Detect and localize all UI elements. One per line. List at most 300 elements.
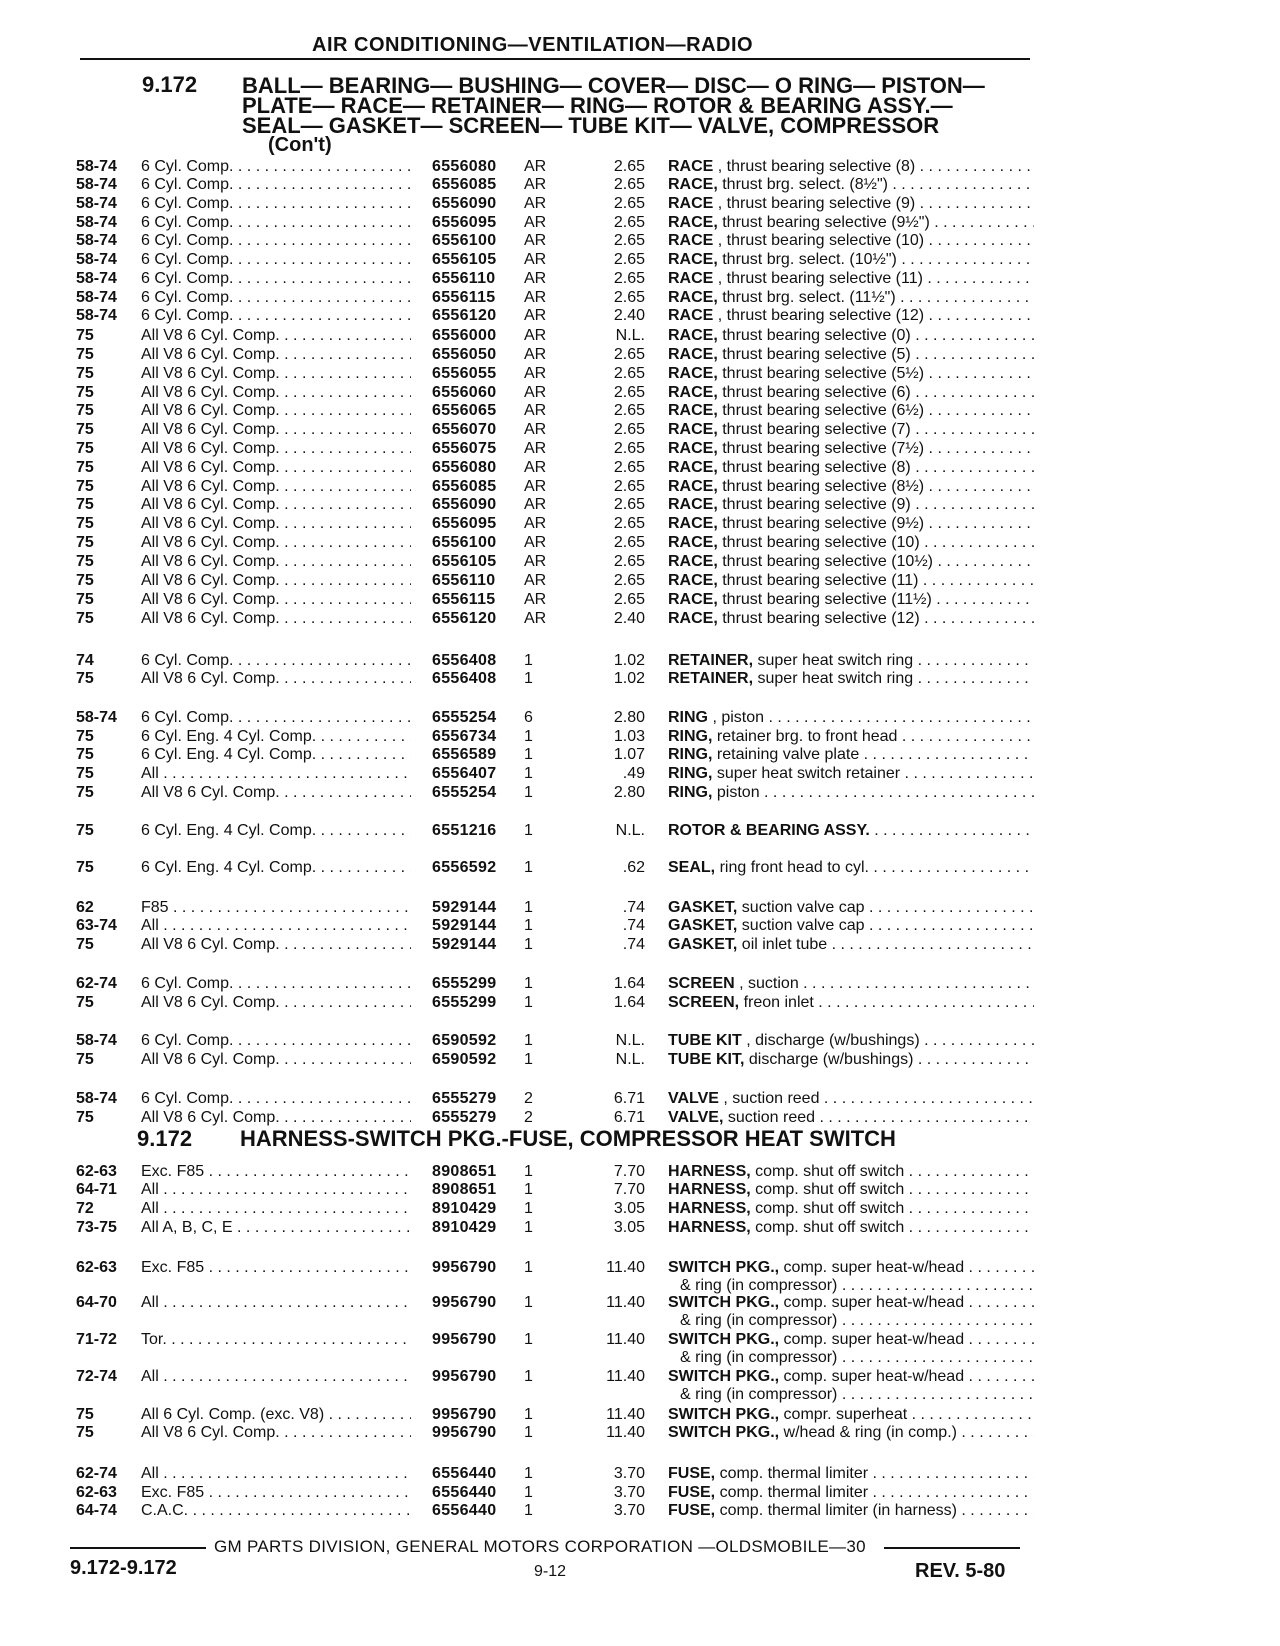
part-row — [0, 214, 1280, 232]
part-row — [0, 402, 1280, 420]
part-number-cell: 6556734 — [432, 728, 497, 745]
part-row — [0, 1032, 1280, 1050]
part-description: thrust bearing selective (7½) — [717, 440, 925, 457]
year-cell: 72 — [76, 1200, 94, 1217]
description-cell — [668, 1259, 1034, 1277]
part-row — [0, 176, 1280, 194]
part-number-cell: 6556408 — [432, 670, 497, 687]
application-cell: 6 Cyl. Eng. 4 Cyl. Comp. . . . — [141, 822, 411, 840]
part-name: SEAL, — [668, 859, 716, 876]
price-cell: 1.64 — [613, 975, 645, 992]
application-cell: All V8 6 Cyl. Comp. . . . — [141, 515, 411, 533]
quantity-cell: 1 — [524, 1465, 533, 1482]
application-cell: 6 Cyl. Eng. 4 Cyl. Comp. . . . — [141, 859, 411, 877]
part-number-cell: 9956790 — [432, 1368, 497, 1385]
description-cell — [668, 784, 1034, 802]
application-cell: All . . . — [141, 765, 411, 783]
footer-rule-left — [70, 1547, 206, 1549]
part-row — [0, 346, 1280, 364]
description-cell — [668, 975, 1034, 993]
price-cell: 11.40 — [606, 1368, 645, 1385]
quantity-cell: 1 — [524, 1502, 533, 1519]
quantity-cell: 1 — [524, 917, 533, 934]
quantity-cell: AR — [524, 195, 547, 212]
year-cell: 58-74 — [76, 270, 117, 287]
price-cell: 2.65 — [613, 496, 645, 513]
part-number-cell: 6556065 — [432, 402, 497, 419]
quantity-cell: AR — [524, 572, 547, 589]
quantity-cell: AR — [524, 365, 547, 382]
application-cell: All V8 6 Cyl. Comp. . . . — [141, 440, 411, 458]
quantity-cell: 1 — [524, 1200, 533, 1217]
part-row-continuation — [0, 1386, 1280, 1404]
part-name: RACE, — [668, 251, 718, 268]
part-number-cell: 6556408 — [432, 652, 497, 669]
application-cell: 6 Cyl. Comp. . . . — [141, 975, 411, 993]
part-name: SWITCH PKG., — [668, 1368, 780, 1385]
application-cell: All V8 6 Cyl. Comp. . . . — [141, 1051, 411, 1069]
year-cell: 75 — [76, 515, 94, 532]
quantity-cell: 1 — [524, 1368, 533, 1385]
part-number-cell: 9956790 — [432, 1406, 497, 1423]
application-cell: Exc. F85 . . . — [141, 1259, 411, 1277]
year-cell: 75 — [76, 553, 94, 570]
quantity-cell: 1 — [524, 1424, 533, 1441]
price-cell: 2.80 — [613, 784, 645, 801]
description-cell — [668, 365, 1034, 383]
price-cell: 2.65 — [613, 346, 645, 363]
price-cell: 1.07 — [613, 746, 645, 763]
price-cell: 2.65 — [613, 553, 645, 570]
quantity-cell: AR — [524, 384, 547, 401]
part-description: retaining valve plate — [712, 746, 860, 763]
part-description: comp. thermal limiter (in harness) — [715, 1502, 957, 1519]
year-cell: 58-74 — [76, 232, 117, 249]
part-number-cell: 6556060 — [432, 384, 497, 401]
part-name: GASKET, — [668, 936, 738, 953]
title-rule — [80, 58, 1030, 60]
application-cell: All V8 6 Cyl. Comp. . . . — [141, 402, 411, 420]
part-row — [0, 534, 1280, 552]
application-cell: All . . . — [141, 1181, 411, 1199]
application-cell: All V8 6 Cyl. Comp. . . . — [141, 459, 411, 477]
quantity-cell: 1 — [524, 1406, 533, 1423]
part-number-cell: 6590592 — [432, 1032, 497, 1049]
part-row — [0, 975, 1280, 993]
price-cell: 11.40 — [606, 1406, 645, 1423]
quantity-cell: 1 — [524, 899, 533, 916]
year-cell: 64-70 — [76, 1294, 117, 1311]
description-cell — [668, 936, 1034, 954]
part-number-cell: 6556085 — [432, 176, 497, 193]
part-description: thrust bearing selective (9½") — [717, 214, 930, 231]
price-cell: 3.05 — [613, 1219, 645, 1236]
part-row — [0, 765, 1280, 783]
quantity-cell: 1 — [524, 1259, 533, 1276]
quantity-cell: AR — [524, 515, 547, 532]
part-number-cell: 6556105 — [432, 251, 497, 268]
quantity-cell: AR — [524, 496, 547, 513]
price-cell: .74 — [622, 917, 645, 934]
part-name: RACE, — [668, 572, 718, 589]
year-cell: 62 — [76, 899, 94, 916]
year-cell: 75 — [76, 459, 94, 476]
part-description: super heat switch retainer — [712, 765, 901, 782]
part-row — [0, 384, 1280, 402]
part-number-cell: 6556100 — [432, 534, 497, 551]
description-cell — [668, 610, 1034, 628]
quantity-cell: 1 — [524, 728, 533, 745]
section-number-2: 9.172 — [137, 1126, 193, 1151]
year-cell: 75 — [76, 1406, 94, 1423]
price-cell: .49 — [622, 765, 645, 782]
application-cell: 6 Cyl. Comp. . . . — [141, 652, 411, 670]
price-cell: N.L. — [615, 1051, 645, 1068]
part-number-cell: 6555254 — [432, 784, 497, 801]
part-description: freon inlet — [739, 994, 814, 1011]
part-name: RACE, — [668, 346, 718, 363]
part-row — [0, 496, 1280, 514]
description-cell — [668, 1424, 1034, 1442]
price-cell: N.L. — [615, 327, 645, 344]
year-cell: 75 — [76, 440, 94, 457]
part-description: comp. shut off switch — [750, 1200, 905, 1217]
part-number-cell: 6556000 — [432, 327, 497, 344]
description-cell — [668, 1109, 1034, 1127]
year-cell: 64-71 — [76, 1181, 117, 1198]
part-name: SWITCH PKG., — [668, 1331, 780, 1348]
year-cell: 75 — [76, 1424, 94, 1441]
part-row — [0, 572, 1280, 590]
description-cell — [668, 1032, 1034, 1050]
part-number-cell: 5929144 — [432, 899, 497, 916]
quantity-cell: 1 — [524, 1484, 533, 1501]
quantity-cell: 1 — [524, 765, 533, 782]
quantity-cell: AR — [524, 251, 547, 268]
footer-page-number: 9-12 — [534, 1563, 567, 1580]
quantity-cell: 1 — [524, 746, 533, 763]
price-cell: 2.65 — [613, 195, 645, 212]
part-description: comp. thermal limiter — [715, 1465, 869, 1482]
part-description: thrust bearing selective (12) — [717, 610, 920, 627]
part-description: , thrust bearing selective (12) — [713, 307, 925, 324]
part-name: VALVE — [668, 1090, 719, 1107]
part-name: FUSE, — [668, 1465, 716, 1482]
footer-revision: REV. 5-80 — [915, 1560, 1006, 1582]
part-row — [0, 728, 1280, 746]
application-cell: 6 Cyl. Comp. . . . — [141, 1032, 411, 1050]
description-cell — [668, 1200, 1034, 1218]
application-cell: All . . . — [141, 1294, 411, 1312]
part-name: RACE, — [668, 384, 718, 401]
application-cell: C.A.C. . . . — [141, 1502, 411, 1520]
price-cell: 1.64 — [613, 994, 645, 1011]
year-cell: 75 — [76, 728, 94, 745]
part-name: RETAINER, — [668, 652, 754, 669]
description-cell — [668, 994, 1034, 1012]
year-cell: 58-74 — [76, 214, 117, 231]
part-description: compr. superheat — [779, 1406, 908, 1423]
part-number-cell: 6556050 — [432, 346, 497, 363]
year-cell: 58-74 — [76, 709, 117, 726]
part-description: ring front head to cyl. — [715, 859, 869, 876]
price-cell: 2.40 — [613, 307, 645, 324]
description-cell — [668, 1368, 1034, 1386]
description-cell — [668, 176, 1034, 194]
quantity-cell: 1 — [524, 1219, 533, 1236]
part-description: thrust bearing selective (8) — [717, 459, 911, 476]
quantity-cell: AR — [524, 402, 547, 419]
year-cell: 58-74 — [76, 251, 117, 268]
part-description: w/head & ring (in comp.) — [779, 1424, 957, 1441]
part-description: , suction reed — [718, 1090, 820, 1107]
price-cell: 1.02 — [613, 670, 645, 687]
part-name: RING — [668, 709, 708, 726]
price-cell: 7.70 — [613, 1163, 645, 1180]
part-number-cell: 6556095 — [432, 515, 497, 532]
part-description: discharge (w/bushings) — [744, 1051, 914, 1068]
part-description: thrust bearing selective (9½) — [717, 515, 925, 532]
part-row — [0, 515, 1280, 533]
part-number-cell: 6556075 — [432, 440, 497, 457]
price-cell: 11.40 — [606, 1331, 645, 1348]
part-description: comp. shut off switch — [750, 1163, 905, 1180]
description-cell — [668, 1163, 1034, 1181]
year-cell: 58-74 — [76, 176, 117, 193]
part-row — [0, 1368, 1280, 1386]
description-cell — [668, 232, 1034, 250]
part-number-cell: 6556120 — [432, 610, 497, 627]
description-cell — [668, 327, 1034, 345]
part-number-cell: 6555299 — [432, 975, 497, 992]
application-cell: Exc. F85 . . . — [141, 1484, 411, 1502]
part-number-cell: 6556592 — [432, 859, 497, 876]
quantity-cell: 2 — [524, 1090, 533, 1107]
part-row — [0, 1219, 1280, 1237]
description-cell — [668, 1406, 1034, 1424]
description-cell — [668, 859, 1034, 877]
description-continuation: & ring (in compressor) . . . — [680, 1386, 1034, 1404]
application-cell: 6 Cyl. Comp. . . . — [141, 270, 411, 288]
part-description: thrust bearing selective (10½) — [717, 553, 933, 570]
year-cell: 71-72 — [76, 1331, 117, 1348]
year-cell: 75 — [76, 1051, 94, 1068]
part-row — [0, 421, 1280, 439]
quantity-cell: 6 — [524, 709, 533, 726]
description-cell — [668, 270, 1034, 288]
description-cell — [668, 478, 1034, 496]
footer-rule-right — [884, 1547, 1020, 1549]
part-row — [0, 1294, 1280, 1312]
description-cell — [668, 899, 1034, 917]
part-name: TUBE KIT, — [668, 1051, 745, 1068]
part-row — [0, 1200, 1280, 1218]
description-cell — [668, 289, 1034, 307]
description-cell — [668, 1051, 1034, 1069]
price-cell: 1.02 — [613, 652, 645, 669]
quantity-cell: 1 — [524, 1331, 533, 1348]
price-cell: 2.65 — [613, 572, 645, 589]
year-cell: 75 — [76, 346, 94, 363]
part-name: HARNESS, — [668, 1200, 751, 1217]
part-name: SWITCH PKG., — [668, 1406, 780, 1423]
part-number-cell: 6551216 — [432, 822, 497, 839]
application-cell: All . . . — [141, 1200, 411, 1218]
part-description: super heat switch ring — [753, 652, 914, 669]
part-description: thrust bearing selective (7) — [717, 421, 911, 438]
part-description: comp. super heat-w/head — [779, 1259, 965, 1276]
year-cell: 75 — [76, 421, 94, 438]
part-row — [0, 327, 1280, 345]
part-number-cell: 6556095 — [432, 214, 497, 231]
description-cell — [668, 917, 1034, 935]
description-cell — [668, 402, 1034, 420]
quantity-cell: 2 — [524, 1109, 533, 1126]
price-cell: 3.70 — [613, 1502, 645, 1519]
price-cell: 2.65 — [613, 440, 645, 457]
part-description: super heat switch ring — [753, 670, 914, 687]
part-name: RACE, — [668, 610, 718, 627]
application-cell: All V8 6 Cyl. Comp. . . . — [141, 534, 411, 552]
part-name: ROTOR & BEARING ASSY. — [668, 822, 870, 839]
part-row — [0, 553, 1280, 571]
year-cell: 75 — [76, 994, 94, 1011]
part-description: , suction — [734, 975, 799, 992]
description-cell — [668, 421, 1034, 439]
part-row — [0, 610, 1280, 628]
part-name: RACE, — [668, 440, 718, 457]
description-cell — [668, 652, 1034, 670]
price-cell: 2.65 — [613, 176, 645, 193]
part-description: , piston — [708, 709, 765, 726]
part-description: thrust bearing selective (8½) — [717, 478, 925, 495]
part-number-cell: 6555299 — [432, 994, 497, 1011]
application-cell: 6 Cyl. Comp. . . . — [141, 307, 411, 325]
section-number: 9.172 — [142, 72, 198, 97]
part-number-cell: 6556055 — [432, 365, 497, 382]
part-number-cell: 6556090 — [432, 496, 497, 513]
quantity-cell: 1 — [524, 936, 533, 953]
part-name: RING, — [668, 784, 713, 801]
description-cell — [668, 1181, 1034, 1199]
price-cell: 3.70 — [613, 1465, 645, 1482]
part-name: RACE, — [668, 402, 718, 419]
price-cell: .74 — [622, 899, 645, 916]
part-name: RACE, — [668, 478, 718, 495]
part-name: RACE — [668, 158, 714, 175]
part-description: suction valve cap — [737, 917, 865, 934]
part-row — [0, 670, 1280, 688]
year-cell: 62-74 — [76, 1465, 117, 1482]
part-description: thrust bearing selective (10) — [717, 534, 920, 551]
part-row-continuation — [0, 1277, 1280, 1295]
part-row — [0, 365, 1280, 383]
application-cell: All V8 6 Cyl. Comp. . . . — [141, 553, 411, 571]
part-row — [0, 709, 1280, 727]
price-cell: 11.40 — [606, 1424, 645, 1441]
part-name: RACE, — [668, 496, 718, 513]
application-cell: F85 . . . — [141, 899, 411, 917]
part-number-cell: 6556440 — [432, 1465, 497, 1482]
part-row — [0, 784, 1280, 802]
year-cell: 75 — [76, 478, 94, 495]
section-title-line-3: SEAL— GASKET— SCREEN— TUBE KIT— VALVE, COMPRESSOR — [242, 113, 940, 138]
part-name: SCREEN, — [668, 994, 740, 1011]
part-name: GASKET, — [668, 917, 738, 934]
description-cell — [668, 214, 1034, 232]
quantity-cell: AR — [524, 610, 547, 627]
part-row — [0, 994, 1280, 1012]
application-cell: 6 Cyl. Comp. . . . — [141, 251, 411, 269]
price-cell: 7.70 — [613, 1181, 645, 1198]
application-cell: All 6 Cyl. Comp. (exc. V8) . . . — [141, 1406, 411, 1424]
year-cell: 58-74 — [76, 158, 117, 175]
quantity-cell: AR — [524, 158, 547, 175]
application-cell: All V8 6 Cyl. Comp. . . . — [141, 478, 411, 496]
quantity-cell: AR — [524, 534, 547, 551]
part-name: RING, — [668, 728, 713, 745]
part-number-cell: 6556085 — [432, 478, 497, 495]
part-number-cell: 8908651 — [432, 1163, 497, 1180]
part-name: RACE, — [668, 176, 718, 193]
quantity-cell: 1 — [524, 1163, 533, 1180]
application-cell: 6 Cyl. Comp. . . . — [141, 709, 411, 727]
price-cell: 2.65 — [613, 478, 645, 495]
price-cell: 2.65 — [613, 402, 645, 419]
section-title-2: HARNESS-SWITCH PKG.-FUSE, COMPRESSOR HEAT SWITCH — [240, 1126, 896, 1151]
year-cell: 62-74 — [76, 975, 117, 992]
year-cell: 74 — [76, 652, 94, 669]
part-name: HARNESS, — [668, 1181, 751, 1198]
part-row — [0, 459, 1280, 477]
part-name: RACE, — [668, 289, 718, 306]
part-description: comp. shut off switch — [750, 1219, 905, 1236]
year-cell: 75 — [76, 365, 94, 382]
section-title-line-2: PLATE— RACE— RETAINER— RING— ROTOR & BEARING ASSY.— — [242, 93, 953, 118]
part-name: RING, — [668, 746, 713, 763]
price-cell: N.L. — [615, 1032, 645, 1049]
part-name: GASKET, — [668, 899, 738, 916]
price-cell: 2.65 — [613, 384, 645, 401]
year-cell: 58-74 — [76, 289, 117, 306]
part-name: RACE, — [668, 327, 718, 344]
description-continuation: & ring (in compressor) . . . — [680, 1312, 1034, 1330]
part-description: thrust bearing selective (5½) — [717, 365, 925, 382]
part-description: thrust bearing selective (6) — [717, 384, 911, 401]
quantity-cell: 1 — [524, 822, 533, 839]
part-row — [0, 1181, 1280, 1199]
year-cell: 64-74 — [76, 1502, 117, 1519]
application-cell: 6 Cyl. Eng. 4 Cyl. Comp. . . . — [141, 728, 411, 746]
year-cell: 58-74 — [76, 1032, 117, 1049]
price-cell: 2.65 — [613, 591, 645, 608]
part-name: TUBE KIT — [668, 1032, 742, 1049]
application-cell: 6 Cyl. Comp. . . . — [141, 195, 411, 213]
part-row — [0, 1331, 1280, 1349]
price-cell: 2.65 — [613, 214, 645, 231]
description-cell — [668, 591, 1034, 609]
description-cell — [668, 158, 1034, 176]
description-continuation: & ring (in compressor) . . . — [680, 1277, 1034, 1295]
quantity-cell: 1 — [524, 994, 533, 1011]
part-name: SCREEN — [668, 975, 735, 992]
price-cell: 2.65 — [613, 251, 645, 268]
price-cell: 2.80 — [613, 709, 645, 726]
part-name: RACE, — [668, 553, 718, 570]
description-cell — [668, 496, 1034, 514]
part-name: RACE, — [668, 214, 718, 231]
part-number-cell: 8910429 — [432, 1219, 497, 1236]
